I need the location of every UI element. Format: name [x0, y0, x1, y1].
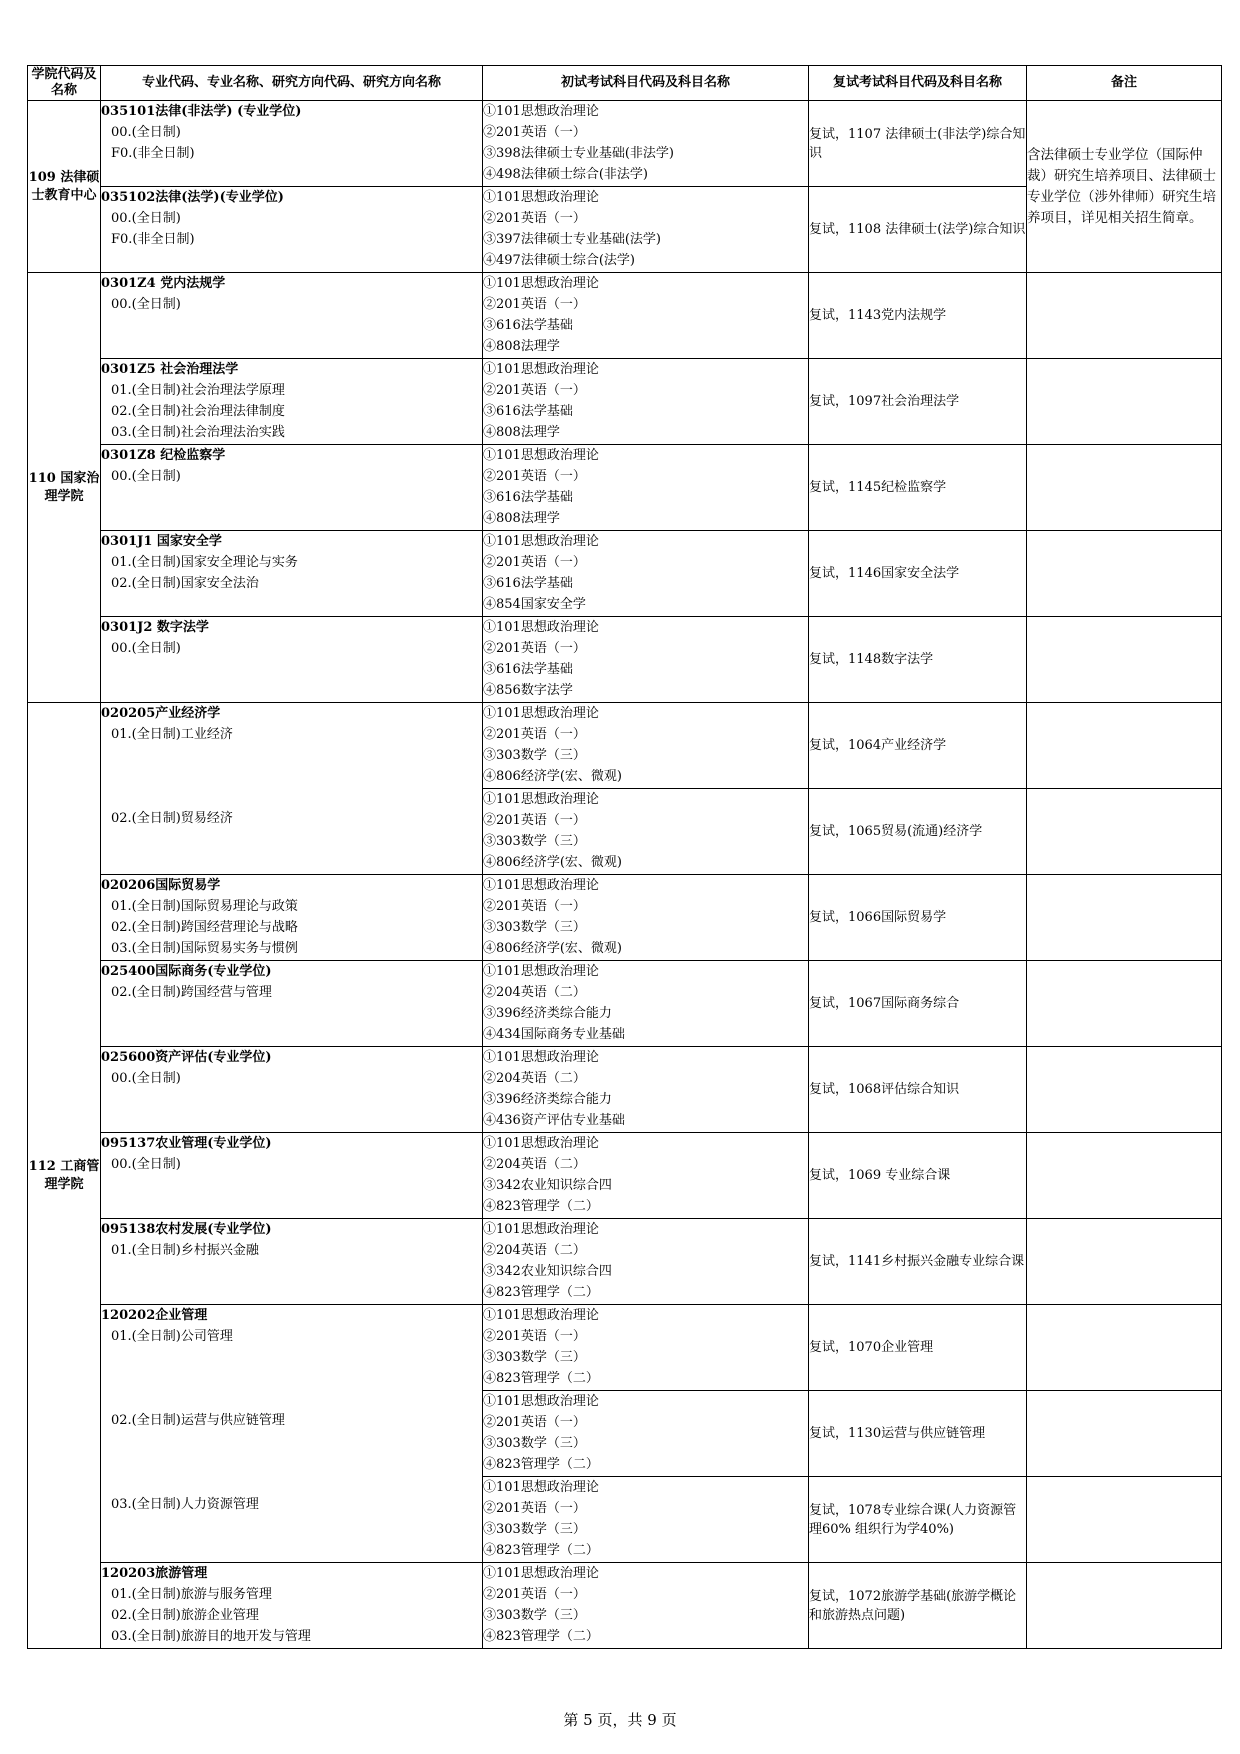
retest-cell: 复试，1067国际商务综合 [809, 961, 1027, 1047]
direction-item: 03.(全日制)社会治理法治实践 [111, 425, 285, 440]
remark-cell [1027, 1047, 1222, 1133]
subject-item: ②201英语（一） [483, 813, 586, 828]
direction-item: 02.(全日制)贸易经济 [111, 811, 233, 826]
major-cell [101, 359, 483, 445]
direction-item: 01.(全日制)社会治理法学原理 [111, 383, 285, 398]
admissions-table [27, 65, 1222, 1649]
subject-item: ①101思想政治理论 [483, 276, 599, 291]
major-title: 0301J2 数字法学 [101, 620, 209, 635]
subject-item: ③396经济类综合能力 [483, 1006, 612, 1021]
subject-item: ④806经济学(宏、微观) [483, 769, 622, 784]
direction-item: 00.(全日制) [111, 1157, 181, 1172]
retest-cell: 复试，1068评估综合知识 [809, 1047, 1027, 1133]
initial-subjects-cell [483, 187, 809, 273]
major-title: 095137农业管理(专业学位) [101, 1136, 272, 1151]
major-cell [101, 961, 483, 1047]
major-cell [101, 617, 483, 703]
retest-cell: 复试，1141乡村振兴金融专业综合课 [809, 1219, 1027, 1305]
table-row [28, 1133, 1222, 1219]
subject-item: ②201英语（一） [483, 125, 586, 140]
subject-item: ④808法理学 [483, 511, 560, 526]
subject-item: ①101思想政治理论 [483, 104, 599, 119]
initial-subjects-cell [483, 445, 809, 531]
header-initial: 初试考试科目代码及科目名称 [483, 66, 809, 101]
remark-cell [1027, 961, 1222, 1047]
subject-item: ④823管理学（二） [483, 1543, 599, 1558]
subject-item: ③616法学基础 [483, 490, 573, 505]
direction-item: 02.(全日制)跨国经营理论与战略 [111, 920, 298, 935]
retest-cell: 复试，1130运营与供应链管理 [809, 1391, 1027, 1477]
initial-subjects-cell [483, 703, 809, 789]
subject-item: ③303数学（三） [483, 1608, 586, 1623]
subject-item: ②204英语（二） [483, 985, 586, 1000]
remark-cell [1027, 703, 1222, 789]
subject-item: ①101思想政治理论 [483, 1566, 599, 1581]
header-retest: 复试考试科目代码及科目名称 [809, 66, 1027, 101]
direction-item: 03.(全日制)旅游目的地开发与管理 [111, 1629, 311, 1644]
subject-item: ④823管理学（二） [483, 1199, 599, 1214]
subject-item: ②204英语（二） [483, 1157, 586, 1172]
major-title: 0301Z4 党内法规学 [101, 276, 226, 291]
subject-item: ④854国家安全学 [483, 597, 586, 612]
retest-cell: 复试，1072旅游学基础(旅游学概论和旅游热点问题) [809, 1563, 1027, 1649]
major-cell [101, 1305, 483, 1563]
direction-item: 00.(全日制) [111, 1071, 181, 1086]
initial-subjects-cell [483, 1219, 809, 1305]
remark-cell [1027, 1391, 1222, 1477]
header-major: 专业代码、专业名称、研究方向代码、研究方向名称 [101, 66, 483, 101]
subject-item: ③303数学（三） [483, 1522, 586, 1537]
major-cell [101, 273, 483, 359]
table-row [28, 445, 1222, 531]
direction-item: 00.(全日制) [111, 469, 181, 484]
subject-item: ④823管理学（二） [483, 1629, 599, 1644]
major-title: 025600资产评估(专业学位) [101, 1050, 272, 1065]
header-remark: 备注 [1027, 66, 1222, 101]
subject-item: ④823管理学（二） [483, 1371, 599, 1386]
subject-item: ④823管理学（二） [483, 1285, 599, 1300]
retest-cell: 复试，1145纪检监察学 [809, 445, 1027, 531]
subject-item: ④856数字法学 [483, 683, 573, 698]
direction-item: 01.(全日制)公司管理 [111, 1329, 233, 1344]
table-row [28, 531, 1222, 617]
major-cell [101, 101, 483, 187]
direction-item: 00.(全日制) [111, 211, 181, 226]
direction-item: 00.(全日制) [111, 125, 181, 140]
initial-subjects-cell [483, 273, 809, 359]
subject-item: ②201英语（一） [483, 641, 586, 656]
major-cell [101, 703, 483, 875]
retest-cell: 复试，1097社会治理法学 [809, 359, 1027, 445]
direction-item: 03.(全日制)国际贸易实务与惯例 [111, 941, 298, 956]
subject-item: ②204英语（二） [483, 1071, 586, 1086]
major-cell [101, 875, 483, 961]
subject-item: ①101思想政治理论 [483, 362, 599, 377]
subject-item: ②201英语（一） [483, 211, 586, 226]
major-cell [101, 187, 483, 273]
subject-item: ③342农业知识综合四 [483, 1264, 612, 1279]
subject-item: ②201英语（一） [483, 469, 586, 484]
table-row [28, 617, 1222, 703]
major-cell [101, 531, 483, 617]
subject-item: ①101思想政治理论 [483, 706, 599, 721]
direction-item: 01.(全日制)乡村振兴金融 [111, 1243, 259, 1258]
table-row [28, 1563, 1222, 1649]
major-cell [101, 1563, 483, 1649]
major-title: 120203旅游管理 [101, 1566, 208, 1581]
retest-cell: 复试，1069 专业综合课 [809, 1133, 1027, 1219]
direction-item: 02.(全日制)跨国经营与管理 [111, 985, 272, 1000]
major-title: 020205产业经济学 [101, 706, 221, 721]
subject-item: ③398法律硕士专业基础(非法学) [483, 146, 674, 161]
college-cell: 109 法律硕士教育中心 [28, 101, 101, 273]
direction-item: 01.(全日制)旅游与服务管理 [111, 1587, 272, 1602]
initial-subjects-cell [483, 1477, 809, 1563]
initial-subjects-cell [483, 359, 809, 445]
subject-item: ③616法学基础 [483, 576, 573, 591]
subject-item: ②201英语（一） [483, 297, 586, 312]
subject-item: ④434国际商务专业基础 [483, 1027, 625, 1042]
remark-cell [1027, 359, 1222, 445]
retest-cell: 复试，1078专业综合课(人力资源管理60% 组织行为学40%) [809, 1477, 1027, 1563]
initial-subjects-cell [483, 1133, 809, 1219]
initial-subjects-cell [483, 1391, 809, 1477]
subject-item: ②201英语（一） [483, 1329, 586, 1344]
subject-item: ②201英语（一） [483, 1501, 586, 1516]
remark-cell [1027, 789, 1222, 875]
header-row [28, 66, 1222, 101]
direction-item: 01.(全日制)国家安全理论与实务 [111, 555, 298, 570]
initial-subjects-cell [483, 1305, 809, 1391]
subject-item: ②201英语（一） [483, 727, 586, 742]
remark-cell [1027, 445, 1222, 531]
subject-item: ③616法学基础 [483, 318, 573, 333]
subject-item: ①101思想政治理论 [483, 620, 599, 635]
subject-item: ④808法理学 [483, 425, 560, 440]
direction-item: 01.(全日制)国际贸易理论与政策 [111, 899, 298, 914]
retest-cell: 复试，1066国际贸易学 [809, 875, 1027, 961]
remark-cell [1027, 1477, 1222, 1563]
subject-item: ④497法律硕士综合(法学) [483, 253, 635, 268]
direction-item: 01.(全日制)工业经济 [111, 727, 233, 742]
subject-item: ③303数学（三） [483, 834, 586, 849]
initial-subjects-cell [483, 1047, 809, 1133]
subject-item: ④808法理学 [483, 339, 560, 354]
retest-cell: 复试，1143党内法规学 [809, 273, 1027, 359]
page-footer: 第 5 页，共 9 页 [563, 1711, 677, 1729]
subject-item: ①101思想政治理论 [483, 1308, 599, 1323]
initial-subjects-cell [483, 1563, 809, 1649]
subject-item: ②201英语（一） [483, 383, 586, 398]
remark-cell [1027, 1563, 1222, 1649]
subject-item: ④498法律硕士综合(非法学) [483, 167, 648, 182]
subject-item: ①101思想政治理论 [483, 1394, 599, 1409]
subject-item: ②201英语（一） [483, 899, 586, 914]
direction-item: 02.(全日制)社会治理法律制度 [111, 404, 285, 419]
major-title: 0301Z5 社会治理法学 [101, 362, 239, 377]
initial-subjects-cell [483, 961, 809, 1047]
subject-item: ①101思想政治理论 [483, 448, 599, 463]
direction-item: F0.(非全日制) [111, 146, 195, 161]
subject-item: ①101思想政治理论 [483, 1136, 599, 1151]
direction-item: 02.(全日制)运营与供应链管理 [111, 1413, 285, 1428]
subject-item: ③303数学（三） [483, 748, 586, 763]
subject-item: ③303数学（三） [483, 1350, 586, 1365]
remark-cell [1027, 617, 1222, 703]
major-cell [101, 445, 483, 531]
major-title: 120202企业管理 [101, 1308, 208, 1323]
subject-item: ③303数学（三） [483, 1436, 586, 1451]
retest-cell: 复试，1107 法律硕士(非法学)综合知识 [809, 101, 1027, 187]
subject-item: ②201英语（一） [483, 1415, 586, 1430]
remark-cell [1027, 531, 1222, 617]
major-title: 0301J1 国家安全学 [101, 534, 222, 549]
major-title: 0301Z8 纪检监察学 [101, 448, 226, 463]
subject-item: ①101思想政治理论 [483, 1222, 599, 1237]
table-row [28, 101, 1222, 187]
header-college: 学院代码及名称 [28, 66, 101, 101]
direction-item: 02.(全日制)旅游企业管理 [111, 1608, 259, 1623]
subject-item: ①101思想政治理论 [483, 878, 599, 893]
subject-item: ①101思想政治理论 [483, 534, 599, 549]
subject-item: ③303数学（三） [483, 920, 586, 935]
subject-item: ①101思想政治理论 [483, 1050, 599, 1065]
major-title: 020206国际贸易学 [101, 878, 221, 893]
college-cell: 110 国家治理学院 [28, 273, 101, 703]
initial-subjects-cell [483, 875, 809, 961]
subject-item: ④436资产评估专业基础 [483, 1113, 625, 1128]
remark-cell [1027, 875, 1222, 961]
major-title: 095138农村发展(专业学位) [101, 1222, 272, 1237]
subject-item: ③616法学基础 [483, 404, 573, 419]
direction-item: F0.(非全日制) [111, 232, 195, 247]
major-cell [101, 1047, 483, 1133]
major-title: 035102法律(法学)(专业学位) [101, 190, 284, 205]
table-row [28, 1047, 1222, 1133]
remark-cell [1027, 273, 1222, 359]
initial-subjects-cell [483, 617, 809, 703]
table-row [28, 703, 1222, 789]
retest-cell: 复试，1148数字法学 [809, 617, 1027, 703]
subject-item: ④806经济学(宏、微观) [483, 941, 622, 956]
subject-item: ③616法学基础 [483, 662, 573, 677]
table-row [28, 1219, 1222, 1305]
retest-cell: 复试，1065贸易(流通)经济学 [809, 789, 1027, 875]
major-title: 035101法律(非法学) (专业学位) [101, 104, 302, 119]
table-row [28, 1305, 1222, 1391]
table-row [28, 359, 1222, 445]
table-row [28, 961, 1222, 1047]
direction-item: 00.(全日制) [111, 297, 181, 312]
subject-item: ③397法律硕士专业基础(法学) [483, 232, 661, 247]
direction-item: 00.(全日制) [111, 641, 181, 656]
subject-item: ③342农业知识综合四 [483, 1178, 612, 1193]
initial-subjects-cell [483, 789, 809, 875]
retest-cell: 复试，1146国家安全法学 [809, 531, 1027, 617]
subject-item: ④823管理学（二） [483, 1457, 599, 1472]
direction-item: 03.(全日制)人力资源管理 [111, 1497, 259, 1512]
remark-cell: 含法律硕士专业学位（国际仲裁）研究生培养项目、法律硕士专业学位（涉外律师）研究生培养项目，详见相关招生简章。 [1027, 101, 1222, 273]
table-body [28, 101, 1222, 1649]
subject-item: ①101思想政治理论 [483, 1480, 599, 1495]
table-row [28, 875, 1222, 961]
table-row [28, 273, 1222, 359]
retest-cell: 复试，1064产业经济学 [809, 703, 1027, 789]
major-cell [101, 1219, 483, 1305]
subject-item: ②204英语（二） [483, 1243, 586, 1258]
remark-cell [1027, 1133, 1222, 1219]
subject-item: ④806经济学(宏、微观) [483, 855, 622, 870]
college-cell: 112 工商管理学院 [28, 703, 101, 1649]
subject-item: ①101思想政治理论 [483, 792, 599, 807]
major-title: 025400国际商务(专业学位) [101, 964, 272, 979]
retest-cell: 复试，1070企业管理 [809, 1305, 1027, 1391]
initial-subjects-cell [483, 101, 809, 187]
retest-cell: 复试，1108 法律硕士(法学)综合知识 [809, 187, 1027, 273]
subject-item: ②201英语（一） [483, 1587, 586, 1602]
direction-item: 02.(全日制)国家安全法治 [111, 576, 259, 591]
major-cell [101, 1133, 483, 1219]
subject-item: ①101思想政治理论 [483, 190, 599, 205]
subject-item: ①101思想政治理论 [483, 964, 599, 979]
initial-subjects-cell [483, 531, 809, 617]
subject-item: ③396经济类综合能力 [483, 1092, 612, 1107]
subject-item: ②201英语（一） [483, 555, 586, 570]
remark-cell [1027, 1219, 1222, 1305]
remark-cell [1027, 1305, 1222, 1391]
